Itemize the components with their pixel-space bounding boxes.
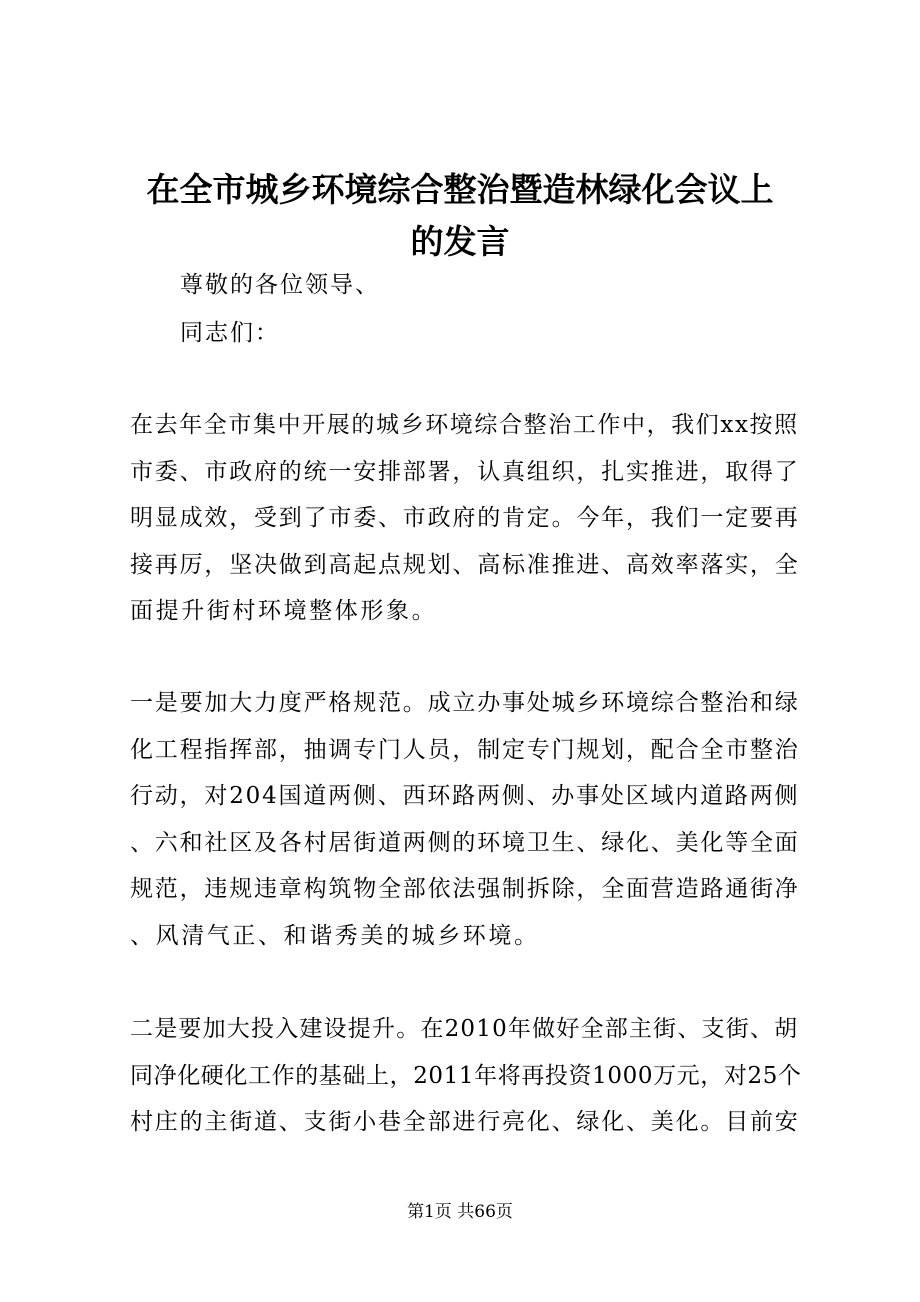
paragraph-line: 面提升街村环境整体形象。 (130, 598, 438, 624)
paragraph-line: 规范，违规违章构筑物全部依法强制拆除，全面营造路通街净 (130, 876, 800, 902)
paragraph-line: 、六和社区及各村居街道两侧的环境卫生、绿化、美化等全面 (130, 829, 800, 856)
paragraph-line: 同净化硬化工作的基础上，2011年将再投资1000万元，对25个 (130, 1062, 802, 1089)
paragraph-line: 市委、市政府的统一安排部署，认真组织，扎实推进，取得了 (130, 458, 800, 485)
salutation-line-2: 同志们： (180, 320, 280, 346)
paragraph-line: 明显成效，受到了市委、市政府的肯定。今年，我们一定要再 (130, 505, 800, 531)
title-line-1: 在全市城乡环境综合整治暨造林绿化会议上 (146, 170, 774, 209)
paragraph-line: 一是要加大力度严格规范。成立办事处城乡环境综合整治和绿 (130, 690, 800, 716)
paragraph-line: 行动，对204国道两侧、西环路两侧、办事处区域内道路两侧 (130, 783, 800, 809)
paragraph-1 (130, 402, 802, 635)
paragraph-line: 化工程指挥部，抽调专门人员，制定专门规划，配合全市整治 (130, 736, 800, 763)
paragraph-line: 接再厉，坚决做到高起点规划、高标准推进、高效率落实，全 (130, 551, 800, 578)
page-footer: 第1页 共66页 (407, 1202, 513, 1222)
paragraph-line: 二是要加大投入建设提升。在2010年做好全部主街、支街、胡 (130, 1016, 799, 1042)
salutation-line-1: 尊敬的各位领导、 (180, 272, 380, 298)
paragraph-3 (130, 1006, 802, 1146)
paragraph-line: 、风清气正、和谐秀美的城乡环境。 (130, 922, 540, 949)
paragraph-line: 村庄的主街道、支街小巷全部进行亮化、绿化、美化。目前安 (130, 1109, 800, 1135)
document-title (120, 164, 800, 268)
paragraph-2 (130, 680, 802, 959)
paragraph-line: 在去年全市集中开展的城乡环境综合整治工作中，我们xx按照 (130, 412, 799, 438)
title-line-2: 的发言 (410, 222, 510, 261)
